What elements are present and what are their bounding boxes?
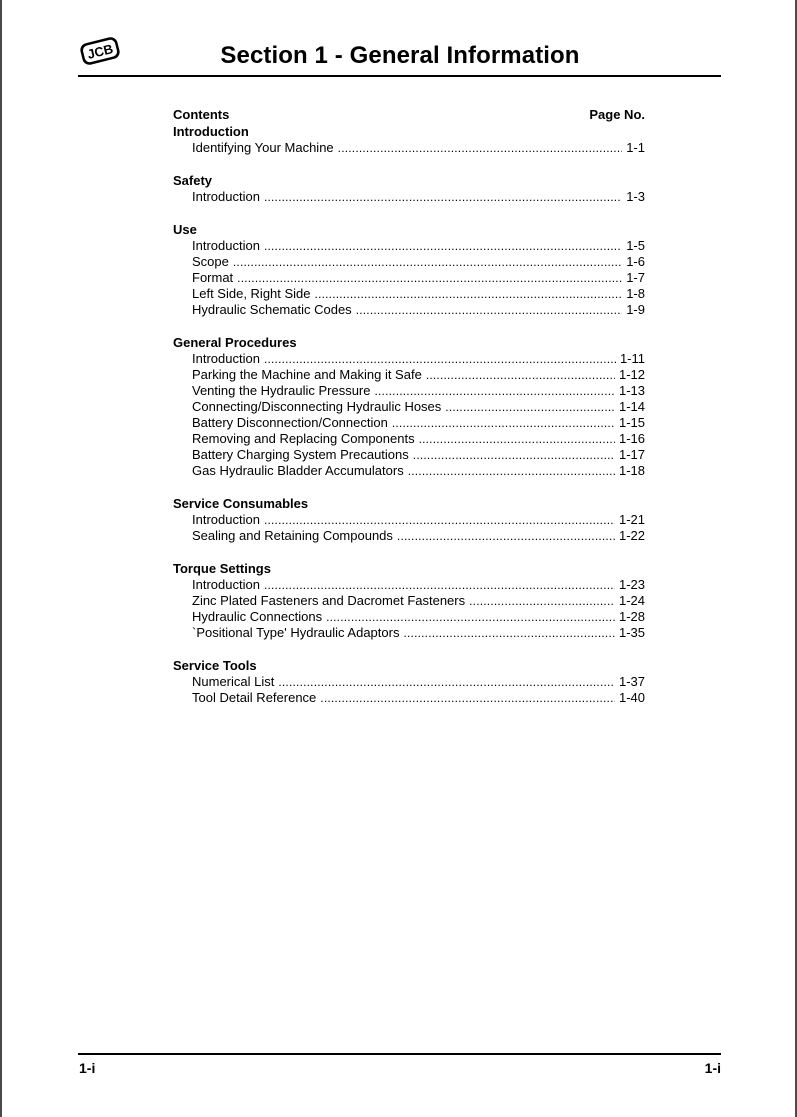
toc-entry[interactable] — [173, 270, 645, 286]
toc-entry[interactable] — [173, 625, 645, 641]
toc-entry-page: 1-21 — [618, 512, 645, 527]
toc-entry[interactable] — [173, 431, 645, 447]
toc-entry-label: `Positional Type' Hydraulic Adaptors — [192, 625, 400, 640]
toc-entry[interactable] — [173, 447, 645, 463]
dot-leader — [413, 447, 615, 463]
toc-section — [173, 221, 645, 318]
toc-sections — [173, 123, 645, 706]
toc-entry-label: Hydraulic Connections — [192, 609, 323, 624]
toc-entry-label: Gas Hydraulic Bladder Accumulators — [192, 463, 404, 478]
dot-leader — [392, 415, 615, 431]
toc-section-title: Introduction — [173, 124, 249, 139]
footer-page-number-right: 1-i — [704, 1060, 721, 1076]
dot-leader — [264, 577, 615, 593]
dot-leader — [469, 593, 615, 609]
toc-entry-label: Battery Disconnection/Connection — [192, 415, 388, 430]
jcb-logo — [78, 33, 122, 69]
toc-section — [173, 172, 645, 205]
dot-leader — [374, 383, 614, 399]
toc-entry-label: Format — [192, 270, 234, 285]
dot-leader — [356, 302, 623, 318]
dot-leader — [408, 463, 615, 479]
jcb-logo-text: JCB — [85, 41, 115, 62]
toc-entry[interactable] — [173, 528, 645, 544]
dot-leader — [338, 140, 623, 156]
toc-entry-page: 1-3 — [626, 189, 645, 204]
toc-entry-page: 1-5 — [626, 238, 645, 253]
dot-leader — [264, 351, 616, 367]
toc-entry-page: 1-24 — [618, 593, 645, 608]
toc-entry[interactable] — [173, 512, 645, 528]
toc-entry-label: Parking the Machine and Making it Safe — [192, 367, 422, 382]
toc-entry-label: Sealing and Retaining Compounds — [192, 528, 393, 543]
toc-entry-label: Removing and Replacing Components — [192, 431, 415, 446]
toc-entry-page: 1-7 — [626, 270, 645, 285]
dot-leader — [419, 431, 615, 447]
toc-entry-label: Hydraulic Schematic Codes — [192, 302, 352, 317]
toc-entry[interactable] — [173, 463, 645, 479]
dot-leader — [320, 690, 615, 706]
toc-entry-page: 1-13 — [618, 383, 645, 398]
dot-leader — [326, 609, 615, 625]
toc-entry[interactable] — [173, 254, 645, 270]
toc-entry[interactable] — [173, 383, 645, 399]
toc-entry-page: 1-6 — [626, 254, 645, 269]
dot-leader — [264, 189, 622, 205]
toc-entry[interactable] — [173, 140, 645, 156]
toc-section — [173, 560, 645, 641]
toc-entry[interactable] — [173, 238, 645, 254]
toc-section — [173, 123, 645, 156]
toc-entry-label: Numerical List — [192, 674, 275, 689]
toc-entry-page: 1-40 — [618, 690, 645, 705]
toc-section — [173, 495, 645, 544]
toc-entry-page: 1-23 — [618, 577, 645, 592]
toc-entry-label: Introduction — [192, 189, 260, 204]
header-rule — [78, 75, 721, 77]
toc-entry-page: 1-37 — [618, 674, 645, 689]
toc-section-title: Service Tools — [173, 658, 257, 673]
toc-header — [173, 106, 645, 123]
toc-entry-label: Connecting/Disconnecting Hydraulic Hoses — [192, 399, 442, 414]
toc-section-title: Service Consumables — [173, 496, 309, 511]
table-of-contents — [173, 106, 645, 706]
toc-section — [173, 334, 645, 479]
toc-section-title: Safety — [173, 173, 213, 188]
footer-rule — [78, 1053, 721, 1055]
toc-entry-label: Tool Detail Reference — [192, 690, 317, 705]
page-title: Section 1 - General Information — [220, 42, 580, 69]
toc-entry[interactable] — [173, 399, 645, 415]
toc-entry-label: Introduction — [192, 577, 260, 592]
dot-leader — [237, 270, 622, 286]
toc-section-title: Torque Settings — [173, 561, 271, 576]
toc-entry-page: 1-28 — [618, 609, 645, 624]
contents-label: Contents — [173, 107, 230, 122]
page-number-label: Page No. — [589, 107, 645, 122]
toc-entry-label: Introduction — [192, 238, 260, 253]
dot-leader — [403, 625, 615, 641]
toc-entry[interactable] — [173, 593, 645, 609]
toc-entry-page: 1-16 — [618, 431, 645, 446]
dot-leader — [445, 399, 615, 415]
toc-entry-page: 1-22 — [618, 528, 645, 543]
page-border-left — [0, 0, 2, 1117]
dot-leader — [233, 254, 622, 270]
toc-section-title: General Procedures — [173, 335, 297, 350]
toc-entry-label: Introduction — [192, 351, 260, 366]
toc-entry-label: Identifying Your Machine — [192, 140, 334, 155]
toc-entry-label: Introduction — [192, 512, 260, 527]
dot-leader — [397, 528, 615, 544]
toc-entry-page: 1-18 — [618, 463, 645, 478]
toc-entry-page: 1-9 — [626, 302, 645, 317]
toc-entry-label: Left Side, Right Side — [192, 286, 311, 301]
toc-entry-page: 1-15 — [618, 415, 645, 430]
toc-entry[interactable] — [173, 609, 645, 625]
toc-entry[interactable] — [173, 690, 645, 706]
toc-entry-page: 1-11 — [619, 351, 645, 366]
toc-entry-page: 1-14 — [618, 399, 645, 414]
toc-entry-label: Scope — [192, 254, 229, 269]
footer-page-number-left: 1-i — [79, 1060, 96, 1076]
dot-leader — [264, 512, 615, 528]
toc-entry[interactable] — [173, 286, 645, 302]
toc-entry-page: 1-12 — [618, 367, 645, 382]
toc-entry-label: Venting the Hydraulic Pressure — [192, 383, 371, 398]
toc-entry[interactable] — [173, 367, 645, 383]
toc-entry-page: 1-17 — [618, 447, 645, 462]
toc-section — [173, 657, 645, 706]
dot-leader — [264, 238, 622, 254]
dot-leader — [426, 367, 615, 383]
toc-entry[interactable] — [173, 674, 645, 690]
toc-entry-label: Zinc Plated Fasteners and Dacromet Fasteners — [192, 593, 466, 608]
toc-section-title: Use — [173, 222, 197, 237]
toc-entry[interactable] — [173, 189, 645, 205]
toc-entry[interactable] — [173, 351, 645, 367]
toc-entry-label: Battery Charging System Precautions — [192, 447, 409, 462]
dot-leader — [315, 286, 623, 302]
toc-entry[interactable] — [173, 577, 645, 593]
toc-entry-page: 1-1 — [626, 140, 645, 155]
toc-entry[interactable] — [173, 302, 645, 318]
toc-entry-page: 1-35 — [618, 625, 645, 640]
toc-entry-page: 1-8 — [626, 286, 645, 301]
dot-leader — [278, 674, 615, 690]
toc-entry[interactable] — [173, 415, 645, 431]
